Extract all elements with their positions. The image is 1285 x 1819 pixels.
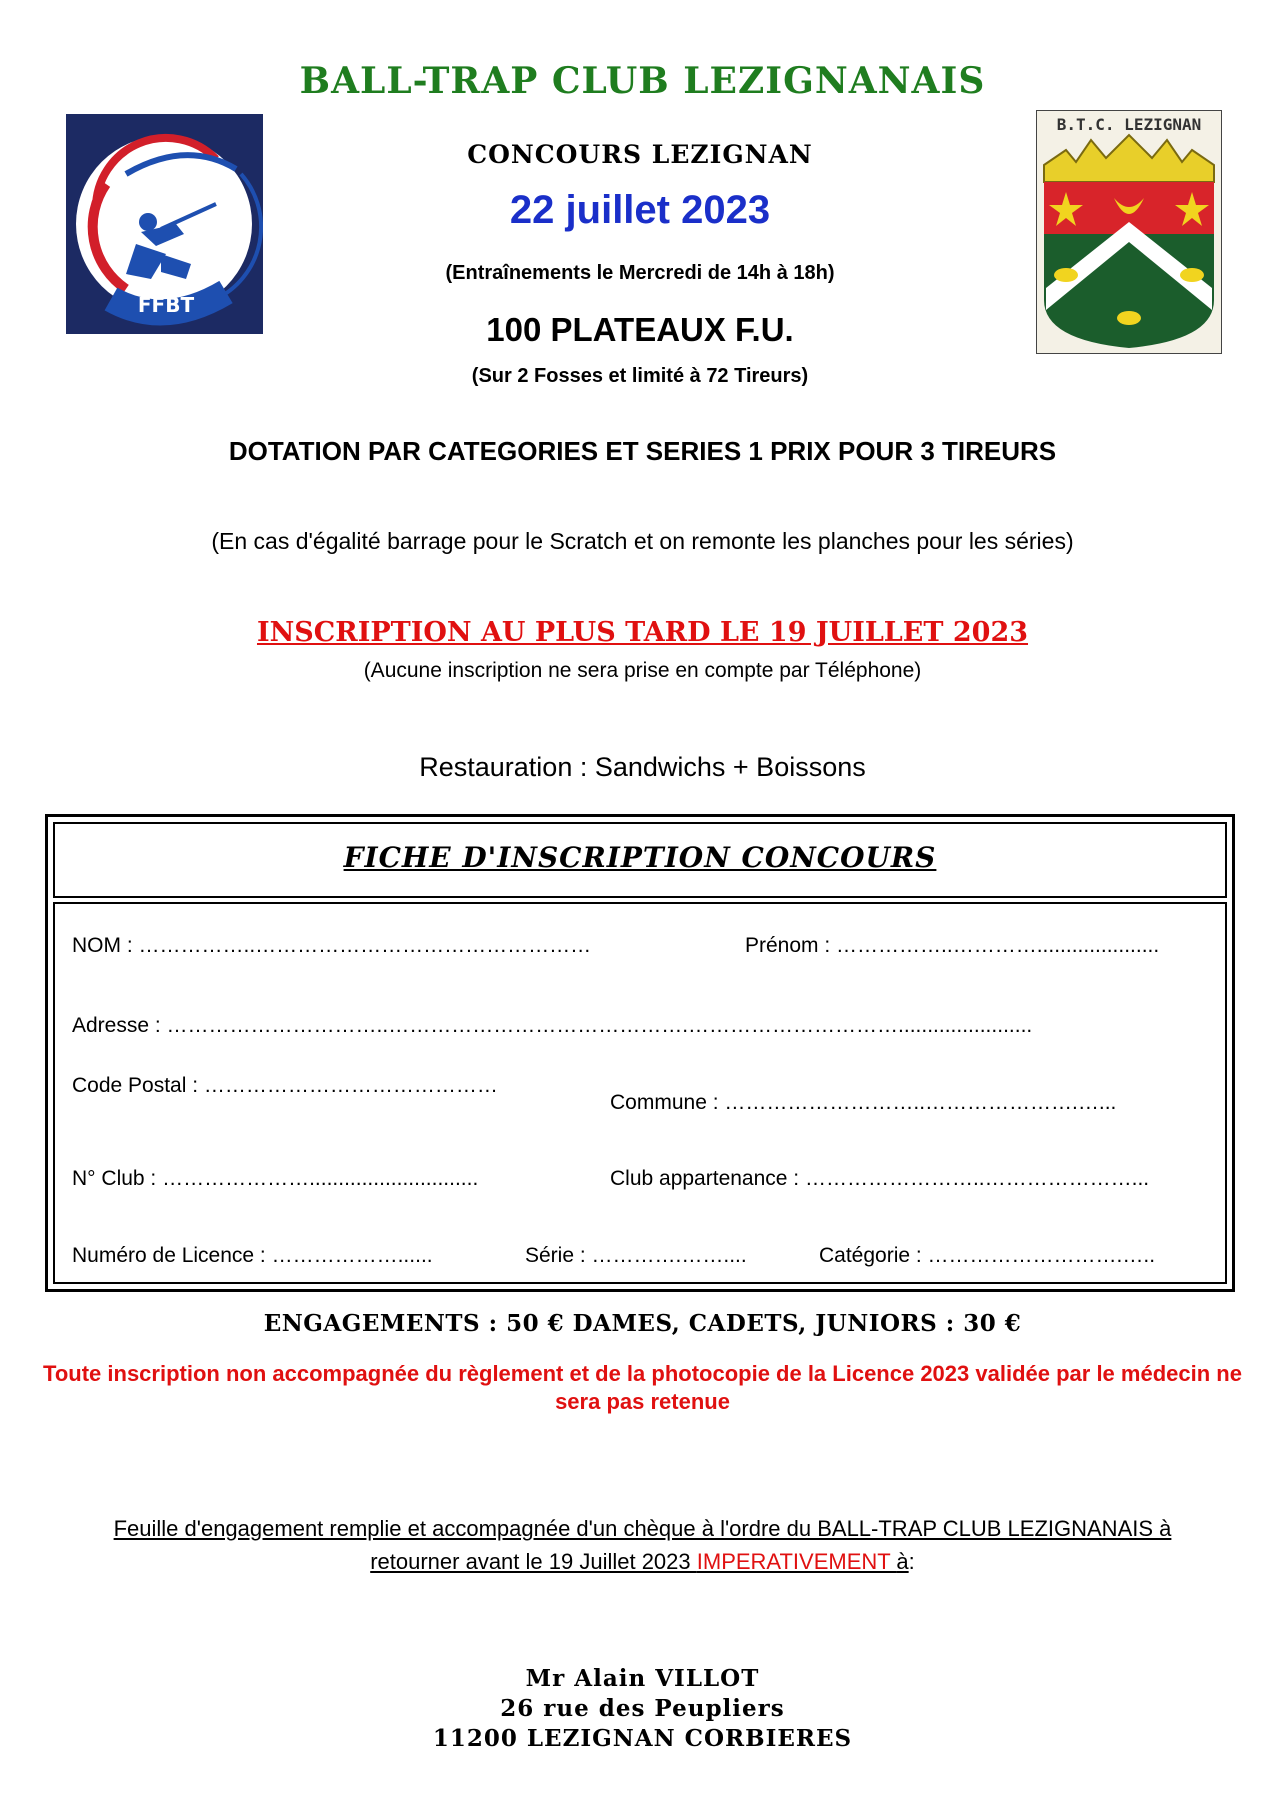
warning-text: Toute inscription non accompagnée du règlement et de la photocopie de la Licence 2023 validée par le médecin ne sera pas retenue <box>43 1361 1242 1414</box>
fosses-info: (Sur 2 Fosses et limité à 72 Tireurs) <box>471 365 809 387</box>
inscription-form <box>45 814 1235 1292</box>
feuille-line-2 <box>40 1545 1245 1578</box>
address-street: 26 rue des Peupliers <box>500 1695 785 1722</box>
form-header <box>53 822 1227 898</box>
categorie-field[interactable]: Catégorie : ……………………….….. <box>819 1244 1156 1267</box>
ffbt-logo-text: FFBT <box>137 293 195 317</box>
imperativement-text: IMPERATIVEMENT <box>696 1549 897 1574</box>
event-date: 22 juillet 2023 <box>509 188 771 232</box>
feuille-line-1: Feuille d'engagement remplie et accompagnée d'un chèque à l'ordre du BALL-TRAP CLUB LEZIGNANAIS à <box>113 1516 1172 1541</box>
feuille-line-2-b: à <box>896 1549 909 1574</box>
form-title: FICHE D'INSCRIPTION CONCOURS <box>343 841 937 874</box>
adresse-field[interactable]: Adresse : …………………………..…………………………………….…………………………....................... <box>72 1014 1033 1037</box>
address-name: Mr Alain VILLOT <box>525 1665 760 1692</box>
concours-title: CONCOURS LEZIGNAN <box>467 140 813 169</box>
engagement-fees: ENGAGEMENTS : 50 € DAMES, CADETS, JUNIORS : 30 € <box>263 1310 1022 1337</box>
serie-field[interactable]: Série : ………….…….... <box>525 1244 747 1267</box>
training-schedule: (Entraînements le Mercredi de 14h à 18h) <box>445 262 835 284</box>
plateaux-heading: 100 PLATEAUX F.U. <box>486 311 794 348</box>
dotation-text: DOTATION PAR CATEGORIES ET SERIES 1 PRIX POUR 3 TIREURS <box>228 436 1057 466</box>
btc-crest-logo <box>1036 110 1222 354</box>
feuille-instructions <box>40 1512 1245 1578</box>
no-phone-notice: (Aucune inscription ne sera prise en compte par Téléphone) <box>363 659 922 682</box>
ffbt-logo <box>66 114 263 334</box>
club-appartenance-field[interactable]: Club appartenance : ……………………..…………………... <box>610 1167 1150 1190</box>
nom-field[interactable]: NOM : ……………..………………………………………… <box>72 934 592 957</box>
restauration-text: Restauration : Sandwichs + Boissons <box>419 752 866 782</box>
feuille-line-2-c: : <box>908 1549 915 1574</box>
club-title: BALL-TRAP CLUB LEZIGNANAIS <box>299 60 986 102</box>
commune-field[interactable]: Commune : ………………………..………………….…... <box>610 1091 1117 1114</box>
btc-logo-text: B.T.C. LEZIGNAN <box>1056 115 1202 134</box>
address-city: 11200 LEZIGNAN CORBIERES <box>432 1725 853 1752</box>
n-club-field[interactable]: N° Club : …………………............................. <box>72 1167 479 1190</box>
code-postal-field[interactable]: Code Postal : …………………………………… <box>72 1074 498 1097</box>
form-fields <box>53 902 1227 1284</box>
licence-field[interactable]: Numéro de Licence : ………………...... <box>72 1244 433 1267</box>
inscription-deadline: INSCRIPTION AU PLUS TARD LE 19 JUILLET 2023 <box>256 617 1029 648</box>
feuille-line-2-a: retourner avant le 19 Juillet 2023 <box>370 1549 697 1574</box>
prenom-field[interactable]: Prénom : ……………..…………..................... <box>745 934 1160 957</box>
egalite-text: (En cas d'égalité barrage pour le Scratch et on remonte les planches pour les séries) <box>211 528 1074 554</box>
